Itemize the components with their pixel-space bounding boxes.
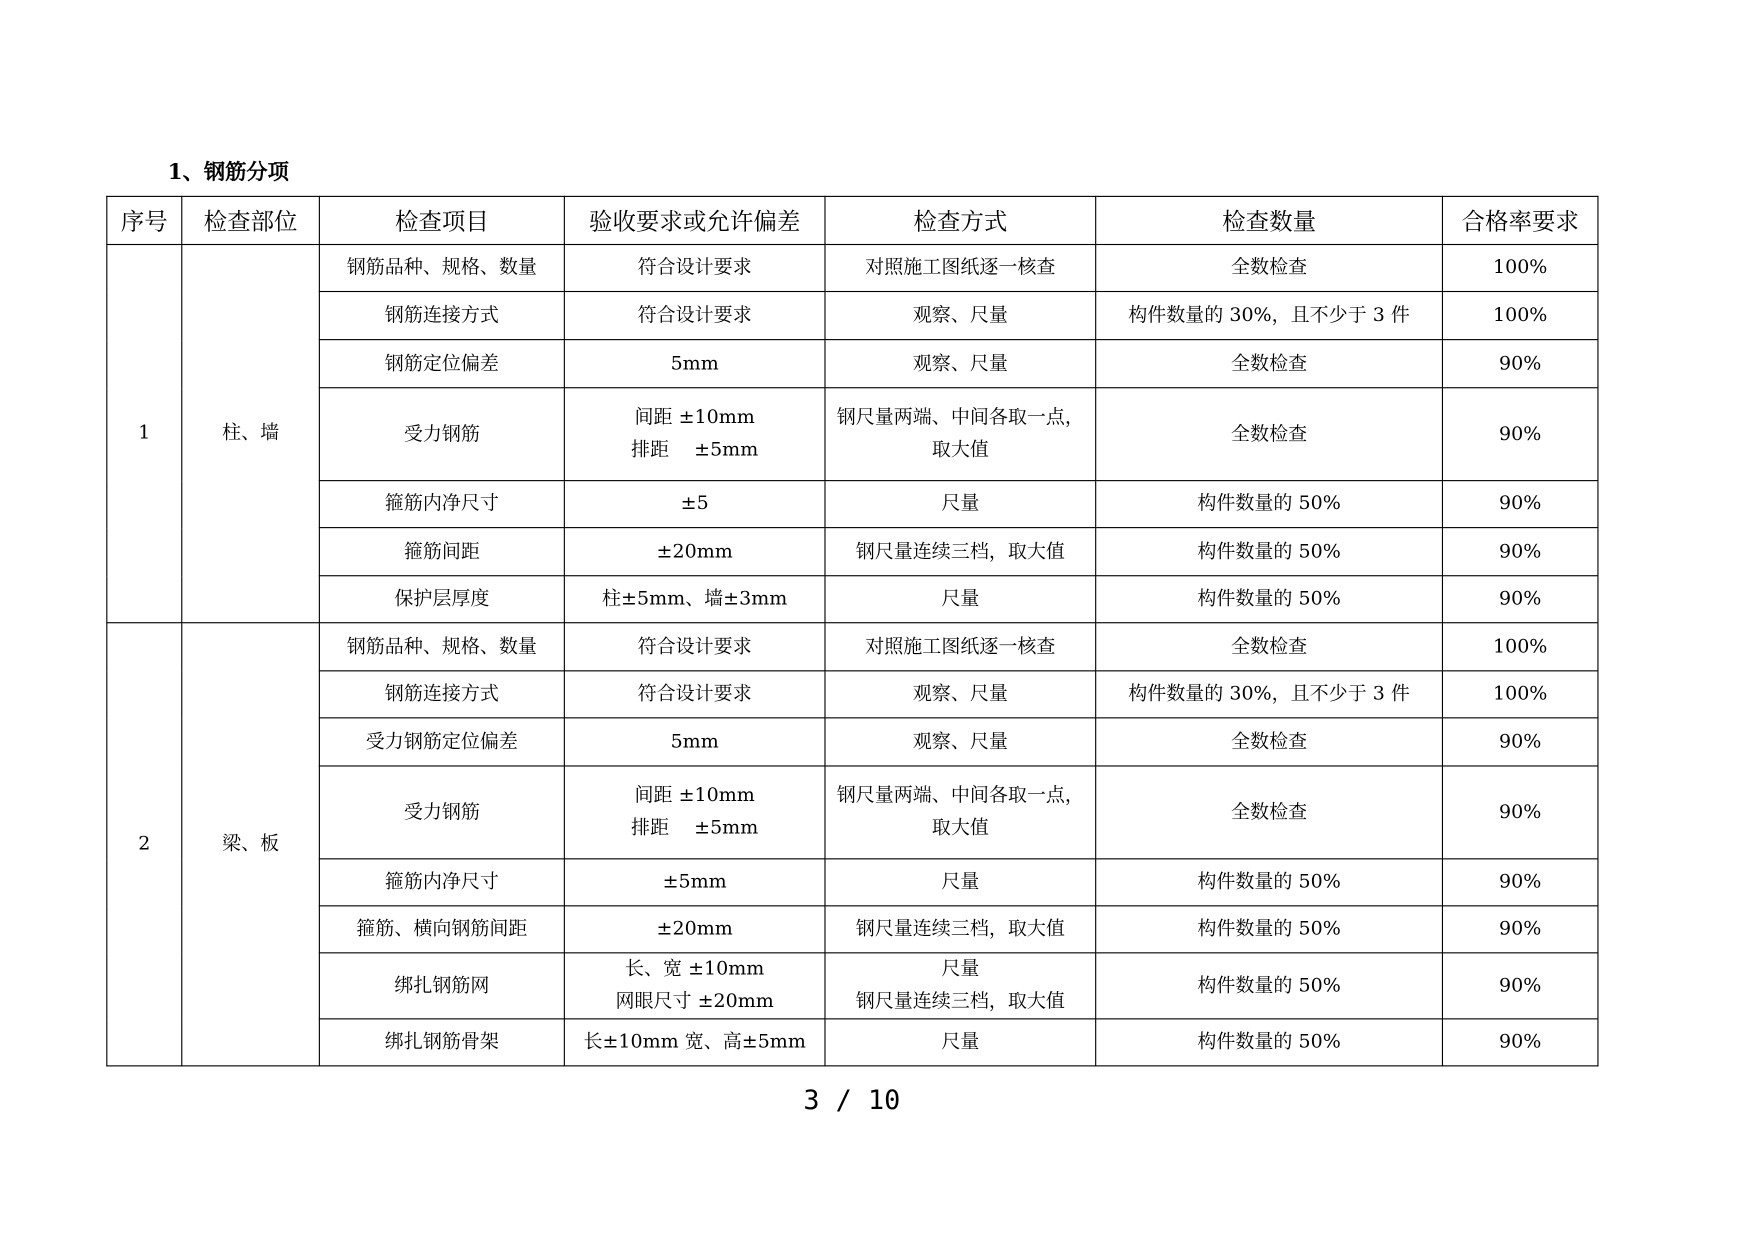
- check-item: 保护层厚度: [319, 576, 564, 623]
- requirement: ±20mm: [564, 906, 825, 953]
- check-method: 钢尺量两端、中间各取一点，取大值: [825, 766, 1096, 859]
- check-quantity: 构件数量的 50%: [1096, 906, 1443, 953]
- table-row: [107, 906, 1598, 953]
- pass-rate: 100%: [1442, 623, 1597, 671]
- pass-rate: 90%: [1442, 528, 1597, 576]
- pass-rate: 90%: [1442, 953, 1597, 1019]
- header-item: 检查项目: [319, 196, 564, 244]
- check-method: 观察、尺量: [825, 718, 1096, 766]
- group-part: 梁、板: [182, 623, 320, 1066]
- pass-rate: 100%: [1442, 245, 1597, 292]
- table-row: [107, 292, 1598, 340]
- pass-rate: 90%: [1442, 340, 1597, 388]
- check-quantity: 全数检查: [1096, 340, 1443, 388]
- header-no: 序号: [107, 196, 182, 244]
- check-quantity: 构件数量的 50%: [1096, 576, 1443, 623]
- check-item: 箍筋间距: [319, 528, 564, 576]
- table-row: [107, 766, 1598, 859]
- pass-rate: 90%: [1442, 718, 1597, 766]
- requirement: 符合设计要求: [564, 623, 825, 671]
- pass-rate: 90%: [1442, 766, 1597, 859]
- table-row: [107, 859, 1598, 906]
- table-row: [107, 953, 1598, 1019]
- check-method: 观察、尺量: [825, 671, 1096, 718]
- check-item: 箍筋内净尺寸: [319, 481, 564, 528]
- check-method: 尺量: [825, 481, 1096, 528]
- inspection-table: [106, 196, 1598, 1067]
- check-item: 钢筋连接方式: [319, 671, 564, 718]
- check-item: 箍筋内净尺寸: [319, 859, 564, 906]
- check-quantity: 全数检查: [1096, 388, 1443, 481]
- check-item: 绑扎钢筋网: [319, 953, 564, 1019]
- table-row: [107, 245, 1598, 292]
- check-method: 观察、尺量: [825, 292, 1096, 340]
- check-item: 箍筋、横向钢筋间距: [319, 906, 564, 953]
- header-part: 检查部位: [182, 196, 320, 244]
- page-number: 3 / 10: [803, 1084, 901, 1116]
- table-row: [107, 340, 1598, 388]
- group-number: 1: [107, 245, 182, 623]
- check-method: 钢尺量连续三档，取大值: [825, 528, 1096, 576]
- check-quantity: 全数检查: [1096, 245, 1443, 292]
- table-row: [107, 576, 1598, 623]
- table-row: [107, 718, 1598, 766]
- requirement: 符合设计要求: [564, 245, 825, 292]
- check-item: 受力钢筋: [319, 388, 564, 481]
- pass-rate: 90%: [1442, 481, 1597, 528]
- table-row: [107, 671, 1598, 718]
- check-item: 钢筋连接方式: [319, 292, 564, 340]
- table-row: [107, 388, 1598, 481]
- requirement: 符合设计要求: [564, 292, 825, 340]
- requirement: 间距 ±10mm 排距 ±5mm: [564, 766, 825, 859]
- check-item: 绑扎钢筋骨架: [319, 1019, 564, 1066]
- pass-rate: 90%: [1442, 1019, 1597, 1066]
- table-header-row: [107, 196, 1598, 244]
- check-method: 对照施工图纸逐一核查: [825, 245, 1096, 292]
- requirement: 5mm: [564, 718, 825, 766]
- check-quantity: 构件数量的 50%: [1096, 859, 1443, 906]
- check-method: 尺量: [825, 576, 1096, 623]
- check-quantity: 构件数量的 50%: [1096, 1019, 1443, 1066]
- check-item: 钢筋定位偏差: [319, 340, 564, 388]
- table-row: [107, 623, 1598, 671]
- pass-rate: 90%: [1442, 576, 1597, 623]
- check-quantity: 构件数量的 30%，且不少于 3 件: [1096, 671, 1443, 718]
- requirement: ±5mm: [564, 859, 825, 906]
- header-method: 检查方式: [825, 196, 1096, 244]
- check-method: 尺量: [825, 1019, 1096, 1066]
- header-quantity: 检查数量: [1096, 196, 1443, 244]
- table-row: [107, 528, 1598, 576]
- requirement: 柱±5mm、墙±3mm: [564, 576, 825, 623]
- requirement: 5mm: [564, 340, 825, 388]
- check-quantity: 构件数量的 50%: [1096, 481, 1443, 528]
- requirement: 长、宽 ±10mm 网眼尺寸 ±20mm: [564, 953, 825, 1019]
- pass-rate: 90%: [1442, 859, 1597, 906]
- requirement: 间距 ±10mm 排距 ±5mm: [564, 388, 825, 481]
- pass-rate: 90%: [1442, 388, 1597, 481]
- requirement: ±5: [564, 481, 825, 528]
- check-item: 受力钢筋定位偏差: [319, 718, 564, 766]
- pass-rate: 90%: [1442, 906, 1597, 953]
- check-method: 钢尺量两端、中间各取一点，取大值: [825, 388, 1096, 481]
- group-part: 柱、墙: [182, 245, 320, 623]
- check-method: 观察、尺量: [825, 340, 1096, 388]
- group-number: 2: [107, 623, 182, 1066]
- section-title: 1、钢筋分项: [167, 160, 289, 185]
- check-quantity: 全数检查: [1096, 718, 1443, 766]
- pass-rate: 100%: [1442, 671, 1597, 718]
- check-method: 对照施工图纸逐一核查: [825, 623, 1096, 671]
- header-requirement: 验收要求或允许偏差: [564, 196, 825, 244]
- requirement: 长±10mm 宽、高±5mm: [564, 1019, 825, 1066]
- check-item: 受力钢筋: [319, 766, 564, 859]
- table-row: [107, 1019, 1598, 1066]
- check-method: 钢尺量连续三档，取大值: [825, 906, 1096, 953]
- check-method: 尺量: [825, 859, 1096, 906]
- requirement: ±20mm: [564, 528, 825, 576]
- check-method: 尺量 钢尺量连续三档，取大值: [825, 953, 1096, 1019]
- check-quantity: 构件数量的 50%: [1096, 953, 1443, 1019]
- requirement: 符合设计要求: [564, 671, 825, 718]
- check-item: 钢筋品种、规格、数量: [319, 245, 564, 292]
- check-quantity: 构件数量的 30%，且不少于 3 件: [1096, 292, 1443, 340]
- check-quantity: 构件数量的 50%: [1096, 528, 1443, 576]
- check-quantity: 全数检查: [1096, 766, 1443, 859]
- check-item: 钢筋品种、规格、数量: [319, 623, 564, 671]
- table-row: [107, 481, 1598, 528]
- header-rate: 合格率要求: [1442, 196, 1597, 244]
- check-quantity: 全数检查: [1096, 623, 1443, 671]
- pass-rate: 100%: [1442, 292, 1597, 340]
